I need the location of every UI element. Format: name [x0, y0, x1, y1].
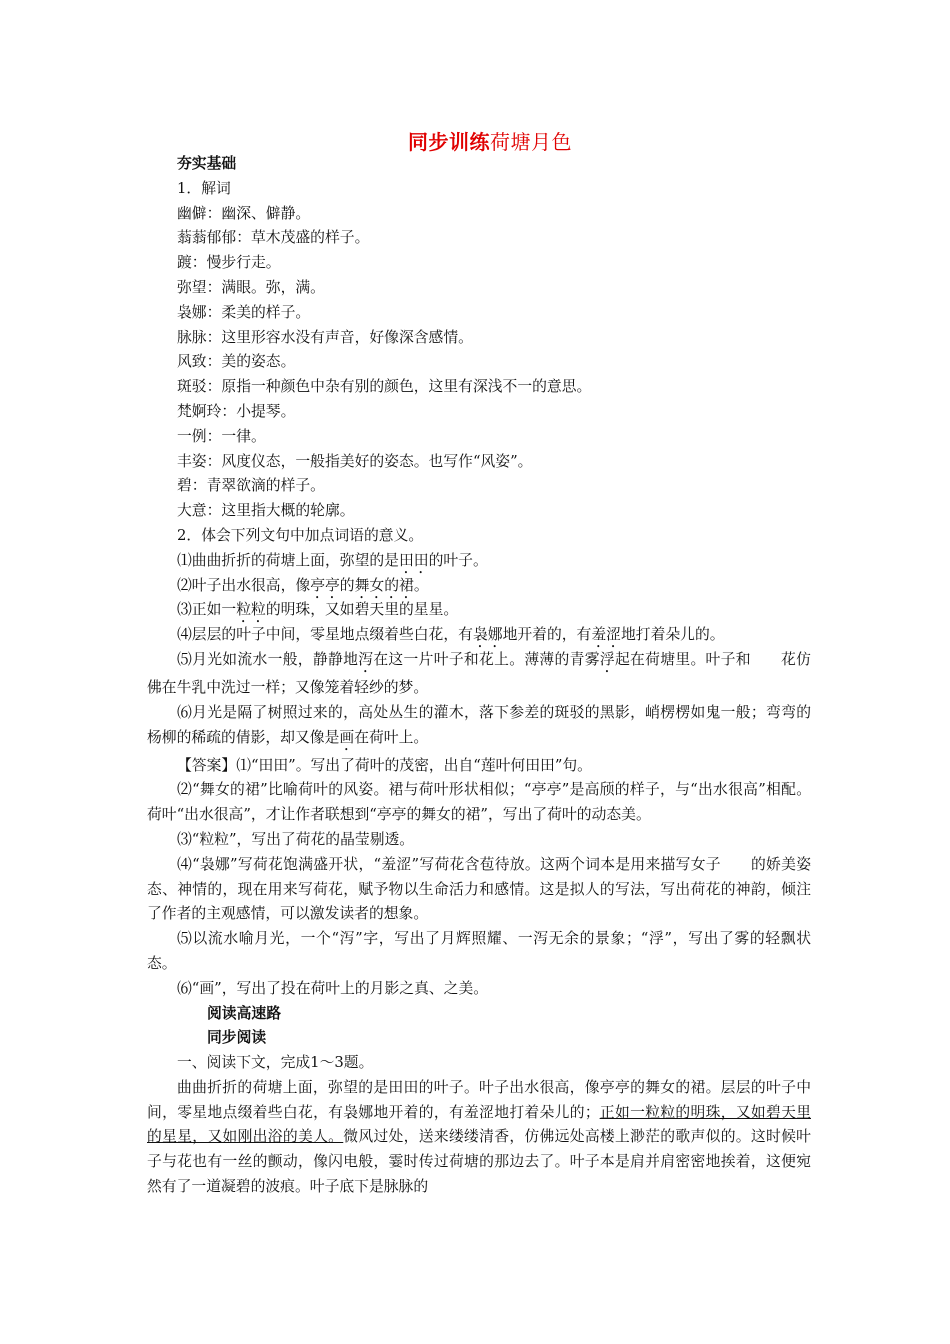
definition-item: 蓊蓊郁郁：草木茂盛的样子。	[177, 229, 370, 247]
sentence-4	[147, 623, 811, 648]
definition-item: 碧：青翠欲滴的样子。	[177, 477, 325, 495]
definition-item: 一例：一律。	[177, 427, 266, 445]
passage-text: 曲曲折折的荷塘上面，弥望的是田田的叶子。叶子出水很高，像亭亭的舞女的裙。层层的叶子中间，零星地点缀着些白花，有袅娜地开着的，有羞涩地打着朵儿的；	[147, 1078, 811, 1121]
sentence-text: 在这一片叶子和花上。薄薄的青雾	[373, 650, 600, 668]
sentence-text: ⑸月光如流水一般，静静地	[177, 650, 359, 668]
dotted-word: 浮	[599, 650, 615, 668]
answer-paragraph: ⑹“画”，写出了投在荷叶上的月影之真、之美。	[177, 979, 489, 997]
sentence-text: 起在荷塘里。叶子和 花仿佛在牛乳中洗过一样；又像笼着轻纱的梦。	[147, 650, 811, 696]
passage-text: 微风过处，送来缕缕清香，仿佛远处高楼上渺茫的歌声似的。这时候叶子与花也有一丝的颤动，像闪电般，霎时传过荷塘的那边去了。叶子本是肩并肩密密地挨着，这便宛然有了一道凝碧的波痕。叶子底下是脉脉的	[147, 1128, 811, 1196]
definition-item: 大意：这里指大概的轮廓。	[177, 502, 355, 520]
dotted-word: 亭亭	[310, 576, 340, 594]
dotted-word: 袅娜	[472, 626, 503, 644]
reading-heading: 一、阅读下文，完成1～3题。	[177, 1054, 374, 1072]
answer-paragraph: ⑸以流水喻月光，一个“泻”字，写出了月辉照耀、一泻无余的景象；“浮”，写出了雾的轻飘状态。	[147, 930, 811, 972]
answer-paragraph: ⑶“粒粒”，写出了荷花的晶莹剔透。	[177, 830, 415, 848]
title-normal: 荷塘月色	[490, 130, 572, 154]
answer-paragraph: ⑵“舞女的裙”比喻荷叶的风姿。裙与荷叶形状相似；“亭亭”是高颀的样子，与“出水很高”相配。荷叶“出水很高”，才让作者联想到“亭亭的舞女的裙”，写出了荷叶的动态美。	[147, 781, 811, 824]
dotted-word: 粒粒	[236, 601, 266, 619]
sentence-text: 的明珠，又如碧天里的星星。	[265, 601, 459, 619]
definition-item: 袅娜：柔美的样子。	[177, 303, 311, 321]
sentence-text: 的叶子。	[428, 551, 488, 569]
section-heading: 阅读高速路	[207, 1004, 281, 1022]
page-title	[0, 126, 950, 155]
sentence-1	[147, 549, 811, 574]
dotted-word: 田田	[398, 551, 429, 569]
definition-item: 踱：慢步行走。	[177, 254, 281, 272]
sentence-3	[147, 598, 811, 623]
dotted-word: 羞涩	[591, 626, 621, 644]
dotted-word: 画	[339, 728, 355, 746]
answer-paragraph: 【答案】⑴“田田”。写出了荷叶的茂密，出自“莲叶何田田”句。	[177, 756, 592, 774]
sentence-2	[147, 574, 811, 599]
definition-item: 丰姿：风度仪态，一般指美好的姿态。也写作“风姿”。	[177, 452, 533, 470]
question-heading: 2．体会下列文句中加点词语的意义。	[177, 526, 424, 544]
sentence-text: 的	[339, 576, 355, 594]
section-heading: 同步阅读	[207, 1029, 267, 1047]
sentence-text: ⑶正如一	[177, 601, 237, 619]
underlined-sentence: 正如一粒粒的明珠，又如碧天里的星星，又如刚出浴的美人。	[147, 1103, 811, 1146]
sentence-text: ⑹月光是隔了树照过来的，高处丛生的灌木，落下参差的斑驳的黑影，峭楞楞如鬼一般；弯弯的杨柳的稀疏的倩影，却又像是	[147, 703, 811, 746]
sentence-text: ⑴曲曲折折的荷塘上面，弥望的是	[177, 551, 399, 569]
dotted-word: 舞女的裙	[354, 576, 414, 594]
sentence-6	[147, 701, 811, 754]
content	[147, 152, 811, 1200]
definition-item: 斑驳：原指一种颜色中杂有别的颜色，这里有深浅不一的意思。	[177, 378, 592, 396]
reading-passage	[147, 1076, 811, 1200]
dotted-word: 泻	[358, 650, 374, 668]
definition-item: 幽僻：幽深、僻静。	[177, 204, 311, 222]
answer-paragraph: ⑷“袅娜”写荷花饱满盛开状，“羞涩”写荷花含苞待放。这两个词本是用来描写女子 的娇美姿态、神情的，现在用来写荷花，赋予物以生命活力和感情。这是拟人的写法，写出荷花的神韵，倾注了作者的主观感情，可以激发读者的想象。	[147, 855, 811, 923]
sentence-text: 地开着的，有	[502, 626, 592, 644]
definition-item: 脉脉：这里形容水没有声音，好像深含感情。	[177, 328, 473, 346]
title-bold: 同步训练	[408, 130, 490, 154]
sentence-5	[147, 648, 811, 701]
sentence-text: 在荷叶上。	[354, 728, 429, 746]
sentence-text: ⑵叶子出水很高，像	[177, 576, 311, 594]
sentence-text: ⑷层层的叶子中间，零星地点缀着些白花，有	[177, 626, 473, 644]
definition-item: 弥望：满眼。弥，满。	[177, 278, 325, 296]
question-heading: 1．解词	[177, 179, 231, 197]
definition-item: 风致：美的姿态。	[177, 353, 296, 371]
sentence-text: 。	[413, 576, 429, 594]
definition-item: 梵婀玲：小提琴。	[177, 402, 296, 420]
sentence-text: 地打着朵儿的。	[620, 626, 725, 644]
section-heading: 夯实基础	[177, 155, 237, 172]
